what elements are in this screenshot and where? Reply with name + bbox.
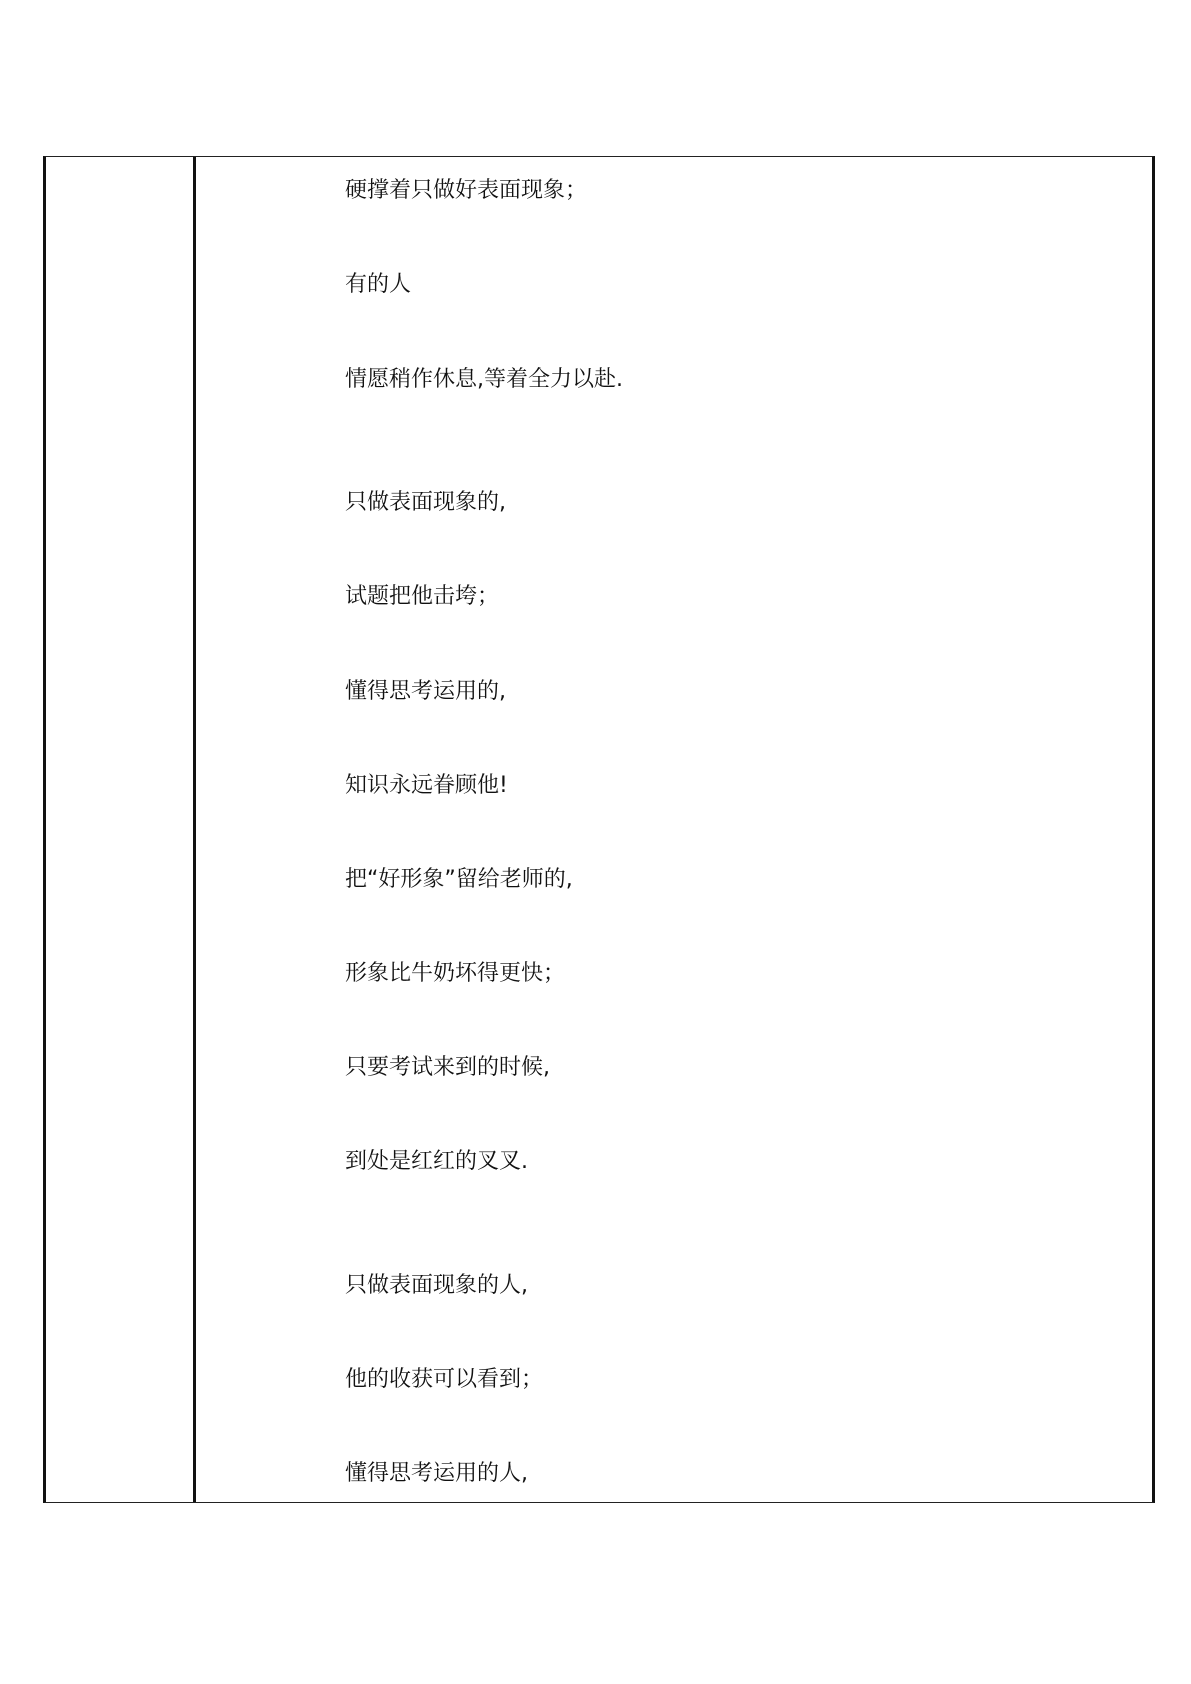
poem-line: 只做表面现象的人, [345, 1273, 528, 1298]
poem-line: 到处是红红的叉叉. [345, 1149, 528, 1174]
poem-line: 把“好形象”留给老师的, [345, 867, 573, 892]
poem-line: 懂得思考运用的人, [345, 1461, 528, 1486]
poem-line: 知识永远眷顾他! [345, 773, 508, 798]
column-divider [193, 157, 196, 1502]
poem-line: 硬撑着只做好表面现象； [345, 178, 588, 203]
poem-line: 有的人 [345, 272, 412, 297]
poem-line: 他的收获可以看到； [345, 1367, 544, 1392]
poem-line: 情愿稍作休息,等着全力以赴. [345, 367, 623, 392]
poem-line: 试题把他击垮； [345, 584, 500, 609]
document-table [43, 156, 1155, 1503]
poem-line: 形象比牛奶坏得更快； [345, 961, 566, 986]
poem-line: 懂得思考运用的, [345, 679, 506, 704]
poem-line: 只做表面现象的, [345, 490, 506, 515]
poem-line: 只要考试来到的时候, [345, 1055, 550, 1080]
